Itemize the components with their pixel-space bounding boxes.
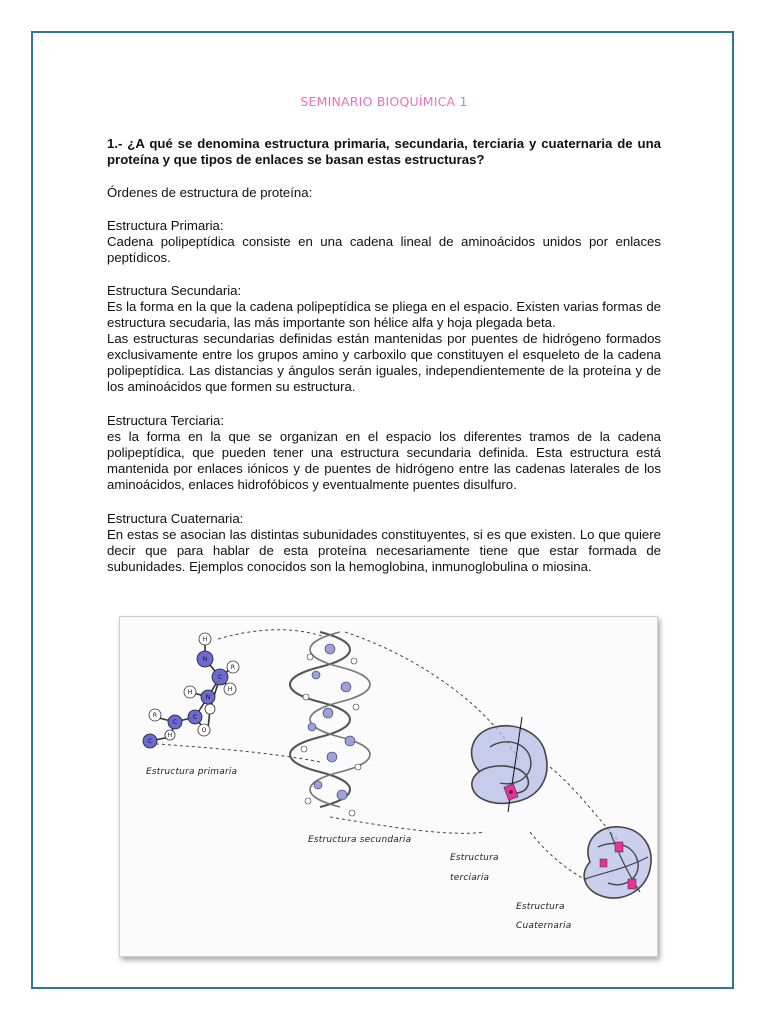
protein-structure-illustration [120,617,657,956]
section-heading: Estructura Primaria: [107,218,224,233]
primary-structure-molecule [143,633,239,748]
section-paragraph: Es la forma en la que la cadena polipeptídica se pliega en el espacio. Existen varias formas de estructura secudaria, las más importante son hélice alfa y hoja plegada beta. [107,299,661,330]
connector-tertiary-bottom [530,832,590,882]
atom-label-c: C [192,714,198,721]
atom-label-h: H [202,636,208,643]
atom-label-c: C [147,738,153,745]
atom-label-r: R [152,712,158,719]
connector-primary-top [218,630,325,639]
label-estructura-cuaternaria-line2: Cuaternaria [516,921,572,931]
atom-label-c: C [172,719,178,726]
section-paragraph: Las estructuras secundarias definidas están mantenidas por puentes de hidrógeno formados exclusivamente entre los grupos amino y carboxilo que constituyen el esqueleto de la cadena polipeptídica. Las distancias y ángulos serán iguales, independientemente de la proteína y de los aminoácidos que formen su estructura. [107,331,661,394]
document-title: SEMINARIO BIOQUÍMICA 1 [300,94,468,109]
label-estructura-terciaria-line2: terciaria [450,873,490,883]
connector-primary-bottom [144,743,320,762]
atom-group-carbon-nitrogen [143,651,228,748]
section-terciaria [107,413,661,493]
intro-line: Órdenes de estructura de proteína: [107,185,313,200]
section-heading: Estructura Secundaria: [107,283,242,298]
atom-label-n: N [202,656,208,663]
atom-label-o: O [201,727,207,734]
label-estructura-cuaternaria-line1: Estructura [516,902,565,912]
secondary-structure-helix [290,632,370,816]
question-heading: 1.- ¿A qué se denomina estructura primaria, secundaria, terciaria y cuaternaria de una proteína y que tipos de enlaces se basan estas estructuras? [107,136,661,167]
section-paragraph: es la forma en la que se organizan en el espacio los diferentes tramos de la cadena polipeptídica, que pueden tener una estructura secundaria definida. Esta estructura está mantenida por enlaces iónicos y de puentes de hidrógeno entre las cadenas laterales de los aminoácidos, enlaces hidrofóbicos y eventualmente puentes disulfuro. [107,429,661,492]
label-estructura-primaria: Estructura primaria [146,767,238,777]
section-cuaternaria [107,511,661,575]
section-heading: Estructura Terciaria: [107,413,225,428]
protein-structure-figure [119,616,658,957]
atom-label-h: H [167,732,173,739]
atom-label-r: R [230,664,236,671]
section-secundaria [107,283,661,395]
quaternary-structure-complex [584,827,651,898]
section-heading: Estructura Cuaternaria: [107,511,244,526]
atom-label-n: N [205,694,211,701]
atom-label-h: H [227,686,233,693]
section-paragraph: Cadena polipeptídica consiste en una cadena lineal de aminoácidos unidos por enlaces peptídicos. [107,234,661,265]
atom-label-c: C [217,674,223,681]
label-estructura-secundaria: Estructura secundaria [308,835,412,845]
label-estructura-terciaria-line1: Estructura [450,853,499,863]
section-primaria [107,218,661,266]
connector-secondary-bottom [330,817,485,833]
atom-label-h: H [187,689,193,696]
intro-text [107,185,661,201]
tertiary-structure-fold [472,717,547,812]
section-paragraph: En estas se asocian las distintas subunidades constituyentes, si es que existen. Lo que quiere decir que para hablar de esta proteína necesariamente tiene que estar formada de subunidades. Ejemplos conocidos son la hemoglobina, inmunoglobulina o miosina. [107,527,661,574]
